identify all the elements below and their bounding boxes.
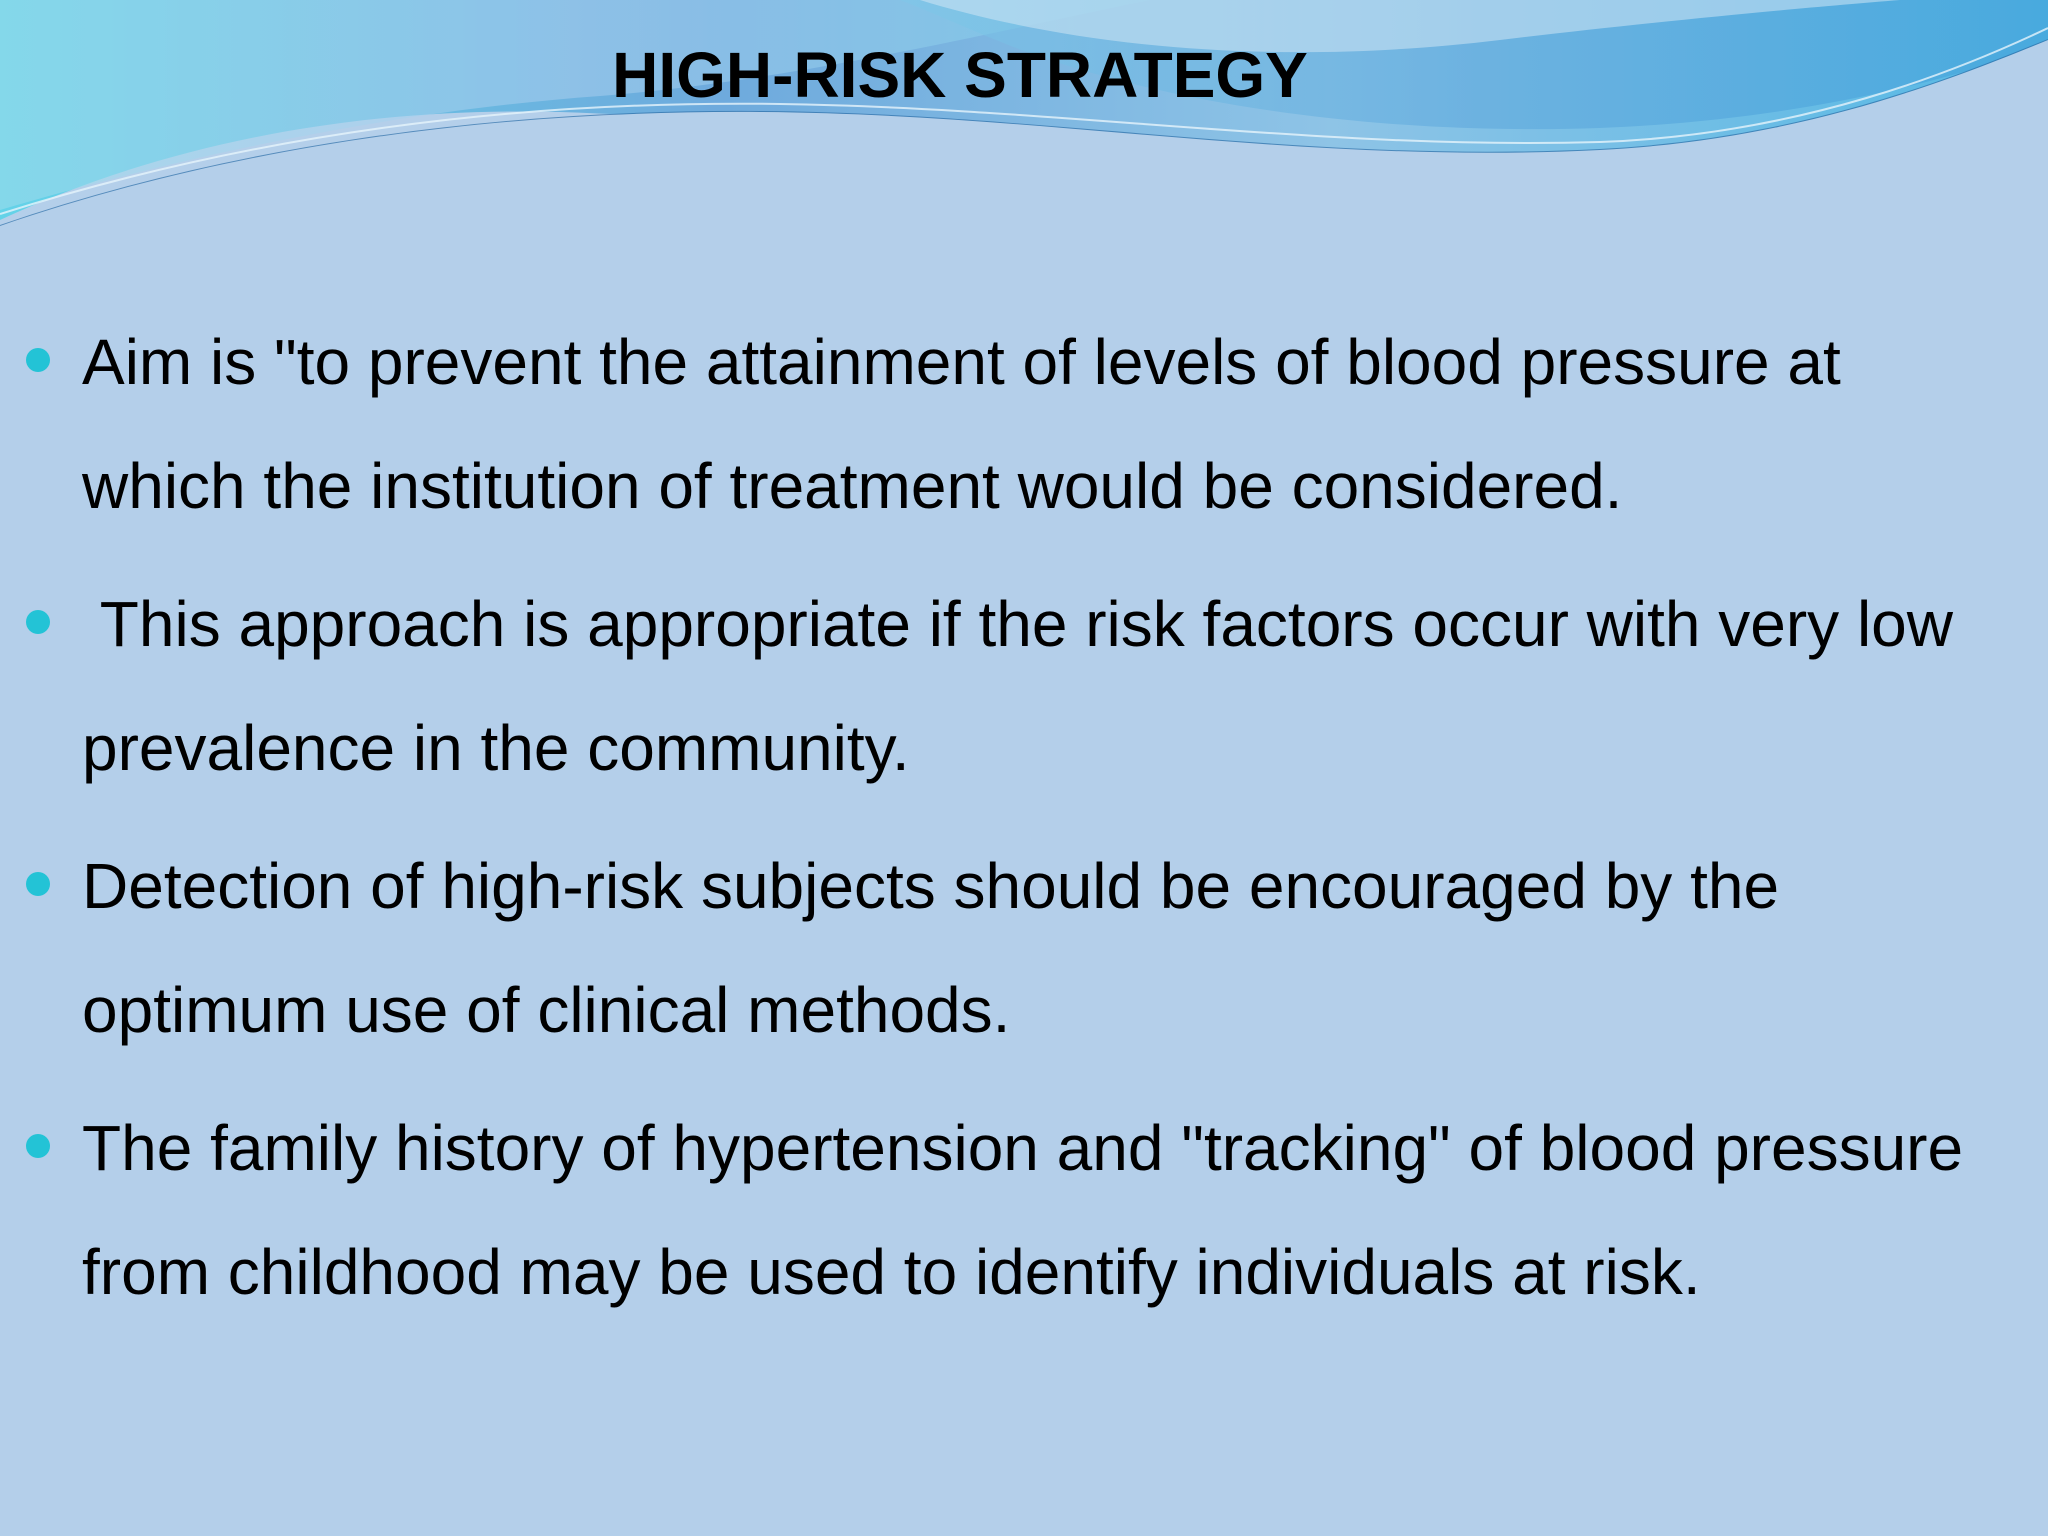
bullet-icon	[26, 348, 50, 372]
bullet-text: This approach is appropriate if the risk factors occur with very low prevalence in the community.	[82, 588, 1971, 784]
bullet-list	[0, 300, 2048, 1348]
bullet-icon	[26, 610, 50, 634]
bullet-text: Aim is "to prevent the attainment of levels of blood pressure at which the institution of treatment would be considered.	[82, 326, 1841, 522]
bullet-text: Detection of high-risk subjects should be encouraged by the optimum use of clinical methods.	[82, 850, 1780, 1046]
bullet-item-detection	[0, 824, 2048, 1072]
bullet-item-family-history	[0, 1086, 2048, 1334]
slide-title: HIGH-RISK STRATEGY	[612, 39, 1308, 111]
header-wave-decoration	[0, 0, 2048, 240]
bullet-text: The family history of hypertension and "tracking" of blood pressure from childhood may be used to identify individuals at risk.	[82, 1112, 1964, 1308]
bullet-icon	[26, 872, 50, 896]
bullet-icon	[26, 1134, 50, 1158]
bullet-item-approach	[0, 562, 2048, 810]
bullet-item-aim	[0, 300, 2048, 548]
